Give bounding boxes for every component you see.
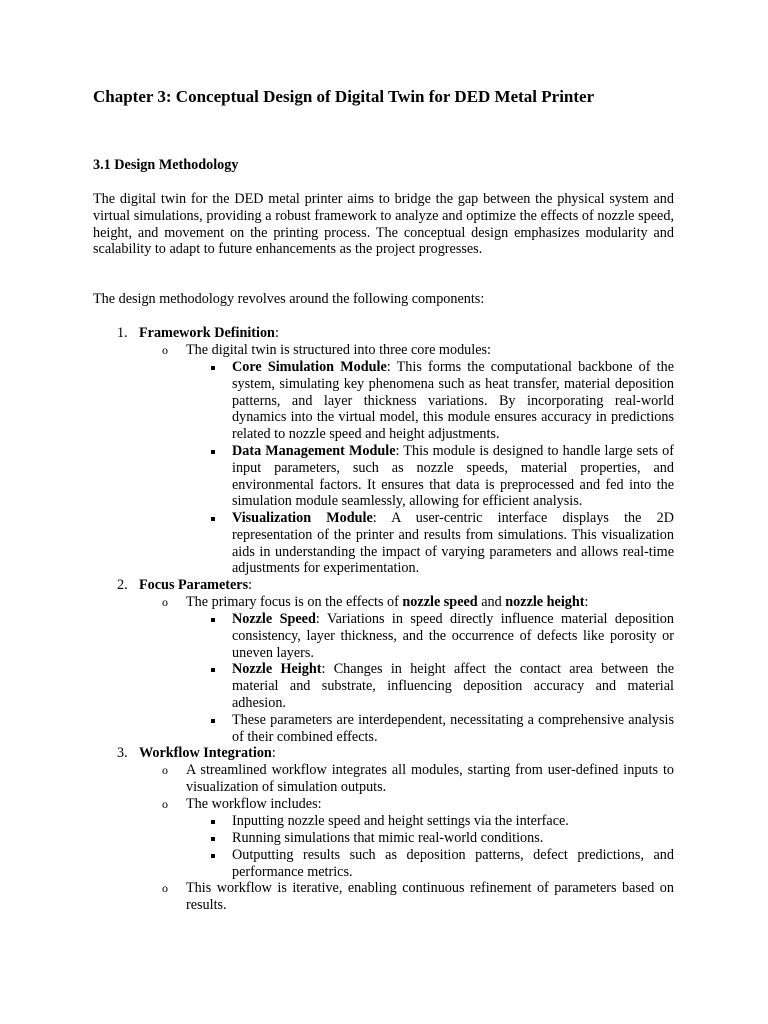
list-number: 1.	[117, 325, 128, 341]
list-number: 3.	[117, 745, 128, 761]
methodology-intro: The design methodology revolves around the following components:	[93, 291, 485, 307]
square-bullet-icon	[211, 618, 215, 622]
bullet-item: Running simulations that mimic real-world conditions.	[232, 830, 544, 846]
sub-bullet-marker: o	[162, 763, 168, 777]
bullet-item: These parameters are interdependent, necessitating a comprehensive analysis of their combined effects.	[232, 712, 674, 745]
square-bullet-icon	[211, 719, 215, 723]
sub-bullet-marker: o	[162, 595, 168, 609]
bullet-item: Inputting nozzle speed and height settings via the interface.	[232, 813, 569, 829]
bullet-item: Nozzle Speed: Variations in speed directly influence material deposition consistency, layer thickness, and the occurrence of defects like porosity or uneven layers.	[232, 611, 674, 661]
list-item-title: Workflow Integration:	[139, 745, 276, 761]
square-bullet-icon	[211, 837, 215, 841]
list-number: 2.	[117, 577, 128, 593]
bullet-item: Core Simulation Module: This forms the computational backbone of the system, simulating key phenomena such as heat transfer, material deposition patterns, and layer thickness variations. By incorporating real-world dynamics into the virtual model, this module ensures accuracy in predictions related to nozzle speed and height adjustments.	[232, 359, 674, 443]
sub-item-text: The primary focus is on the effects of nozzle speed and nozzle height:	[186, 594, 589, 610]
intro-paragraph: The digital twin for the DED metal printer aims to bridge the gap between the physical system and virtual simulations, providing a robust framework to analyze and optimize the effects of nozzle speed, height, and movement on the printing process. The conceptual design emphasizes modularity and scalability to adapt to future enhancements as the project progresses.	[93, 191, 674, 258]
square-bullet-icon	[211, 450, 215, 454]
list-item-title: Focus Parameters:	[139, 577, 253, 593]
sub-item-text: This workflow is iterative, enabling continuous refinement of parameters based on results.	[186, 880, 674, 913]
list-item-title: Framework Definition:	[139, 325, 279, 341]
sub-bullet-marker: o	[162, 881, 168, 895]
square-bullet-icon	[211, 854, 215, 858]
section-title: 3.1 Design Methodology	[93, 157, 239, 173]
sub-item-text: A streamlined workflow integrates all modules, starting from user-defined inputs to visualization of simulation outputs.	[186, 762, 674, 795]
square-bullet-icon	[211, 668, 215, 672]
bullet-item: Visualization Module: A user-centric interface displays the 2D representation of the printer and results from simulations. This visualization aids in understanding the impact of varying parameters and allows real-time adjustments for experimentation.	[232, 510, 674, 577]
sub-item-text: The digital twin is structured into three core modules:	[186, 342, 491, 358]
square-bullet-icon	[211, 366, 215, 370]
square-bullet-icon	[211, 820, 215, 824]
bullet-item: Nozzle Height: Changes in height affect the contact area between the material and substrate, influencing deposition accuracy and material adhesion.	[232, 661, 675, 711]
bullet-item: Data Management Module: This module is designed to handle large sets of input parameters, such as nozzle speeds, material properties, and environmental factors. It ensures that data is preprocessed and fed into the simulation module seamlessly, allowing for efficient analysis.	[232, 443, 674, 510]
chapter-title: Chapter 3: Conceptual Design of Digital Twin for DED Metal Printer	[93, 87, 595, 106]
bullet-item: Outputting results such as deposition patterns, defect predictions, and performance metrics.	[232, 847, 674, 880]
square-bullet-icon	[211, 517, 215, 521]
sub-bullet-marker: o	[162, 343, 168, 357]
sub-item-text: The workflow includes:	[186, 796, 322, 812]
sub-bullet-marker: o	[162, 797, 168, 811]
